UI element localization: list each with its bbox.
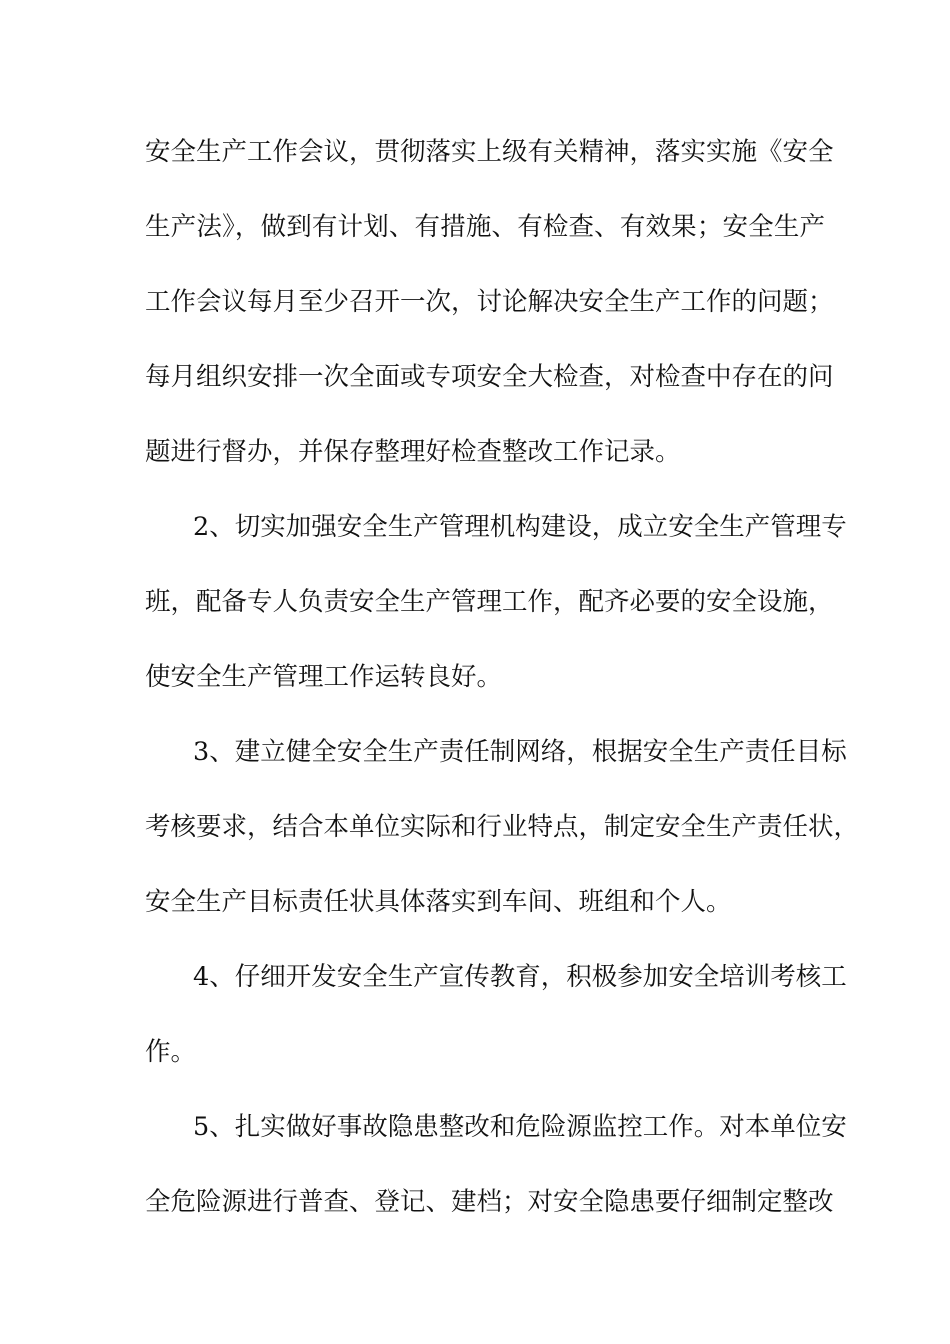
text-line: 工作会议每月至少召开一次，讨论解决安全生产工作的问题； (145, 287, 834, 317)
text-line: 安全生产工作会议，贯彻落实上级有关精神，落实实施《安全 (145, 137, 834, 167)
text-line: 生产法》，做到有计划、有措施、有检查、有效果；安全生产 (145, 212, 825, 242)
text-line: 考核要求，结合本单位实际和行业特点，制定安全生产责任状， (145, 812, 860, 842)
text-line: 班，配备专人负责安全生产管理工作，配齐必要的安全设施， (145, 587, 834, 617)
paragraph-first-line: 3、建立健全安全生产责任制网络，根据安全生产责任目标 (193, 737, 847, 767)
text-line: 题进行督办，并保存整理好检查整改工作记录。 (145, 437, 681, 467)
text-line: 使安全生产管理工作运转良好。 (145, 662, 503, 692)
paragraph-first-line: 4、仔细开发安全生产宣传教育，积极参加安全培训考核工 (193, 962, 847, 992)
text-line: 作。 (145, 1037, 197, 1067)
paragraph-first-line: 2、切实加强安全生产管理机构建设，成立安全生产管理专 (193, 512, 847, 542)
text-line: 全危险源进行普查、登记、建档；对安全隐患要仔细制定整改 (145, 1187, 834, 1217)
paragraph-first-line: 5、扎实做好事故隐患整改和危险源监控工作。对本单位安 (193, 1112, 847, 1142)
text-line: 每月组织安排一次全面或专项安全大检查，对检查中存在的问 (145, 362, 834, 392)
text-line: 安全生产目标责任状具体落实到车间、班组和个人。 (145, 887, 732, 917)
